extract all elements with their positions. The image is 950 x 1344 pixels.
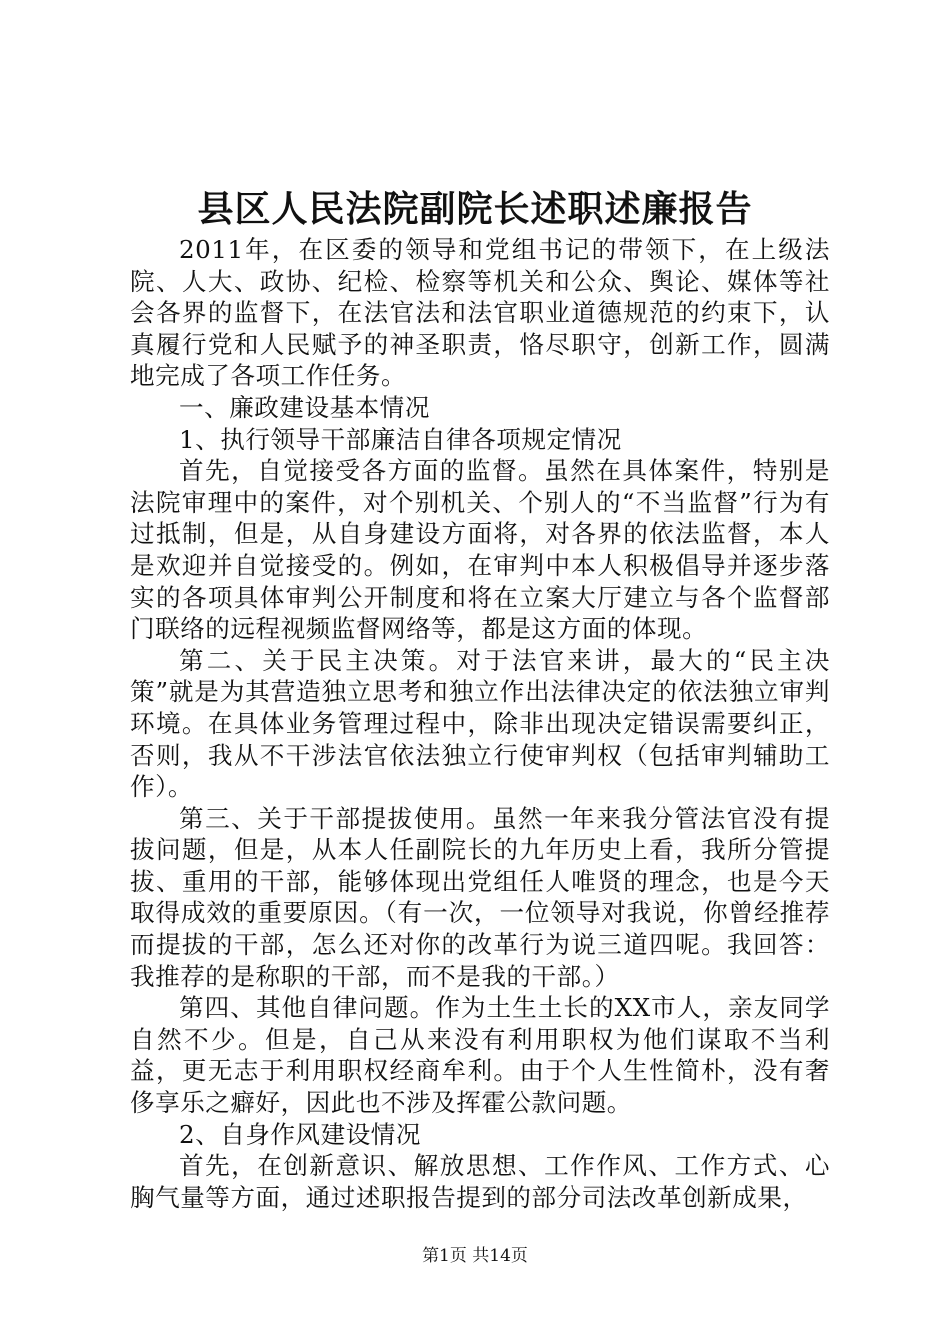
paragraph-cadre-promotion: 第三、关于干部提拔使用。虽然一年来我分管法官没有提拔问题，但是，从本人任副院长的九年历史上看，我所分管提拔、重用的干部，能够体现出党组任人唯贤的理念，也是今天取得成效的重要原因。（有一次，一位领导对我说，你曾经推荐而提拔的干部，怎么还对你的改革行为说三道四呢。我回答：我推荐的是称职的干部，而不是我的干部。） xyxy=(130,803,830,991)
section-heading-1: 一、廉政建设基本情况 xyxy=(179,392,430,422)
paragraph-other-self-discipline: 第四、其他自律问题。作为土生土长的XX市人，亲友同学自然不少。但是，自己从来没有利用职权为他们谋取不当利益，更无志于利用职权经商牟利。由于个人生性简朴，没有奢侈享乐之癖好，因此也不涉及挥霍公款问题。 xyxy=(130,993,830,1118)
subsection-heading-2: 2、自身作风建设情况 xyxy=(179,1119,421,1149)
paragraph-intro: 2011年，在区委的领导和党组书记的带领下，在上级法院、人大、政协、纪检、检察等机关和公众、舆论、媒体等社会各界的监督下，在法官法和法官职业道德规范的约束下，认真履行党和人民赋予的神圣职责，恪尽职守，创新工作，圆满地完成了各项工作任务。 xyxy=(130,235,830,391)
subsection-heading-1: 1、执行领导干部廉洁自律各项规定情况 xyxy=(179,424,622,454)
paragraph-work-style: 首先，在创新意识、解放思想、工作作风、工作方式、心胸气量等方面，通过述职报告提到的部分司法改革创新成果， xyxy=(130,1151,830,1212)
document-title: 县区人民法院副院长述职述廉报告 xyxy=(197,188,753,230)
document-body xyxy=(130,234,830,1213)
paragraph-democratic-decision: 第二、关于民主决策。对于法官来讲，最大的“民主决策”就是为其营造独立思考和独立作出法律决定的依法独立审判环境。在具体业务管理过程中，除非出现决定错误需要纠正，否则，我从不干涉法官依法独立行使审判权（包括审判辅助工作）。 xyxy=(130,645,830,802)
paragraph-supervision: 首先，自觉接受各方面的监督。虽然在具体案件，特别是法院审理中的案件，对个别机关、个别人的“不当监督”行为有过抵制，但是，从自身建设方面将，对各界的依法监督，本人是欢迎并自觉接受的。例如，在审判中本人积极倡导并逐步落实的各项具体审判公开制度和将在立案大厅建立与各个监督部门联络的远程视频监督网络等，都是这方面的体现。 xyxy=(130,456,830,644)
page-footer: 第1页 共14页 xyxy=(422,1246,528,1266)
